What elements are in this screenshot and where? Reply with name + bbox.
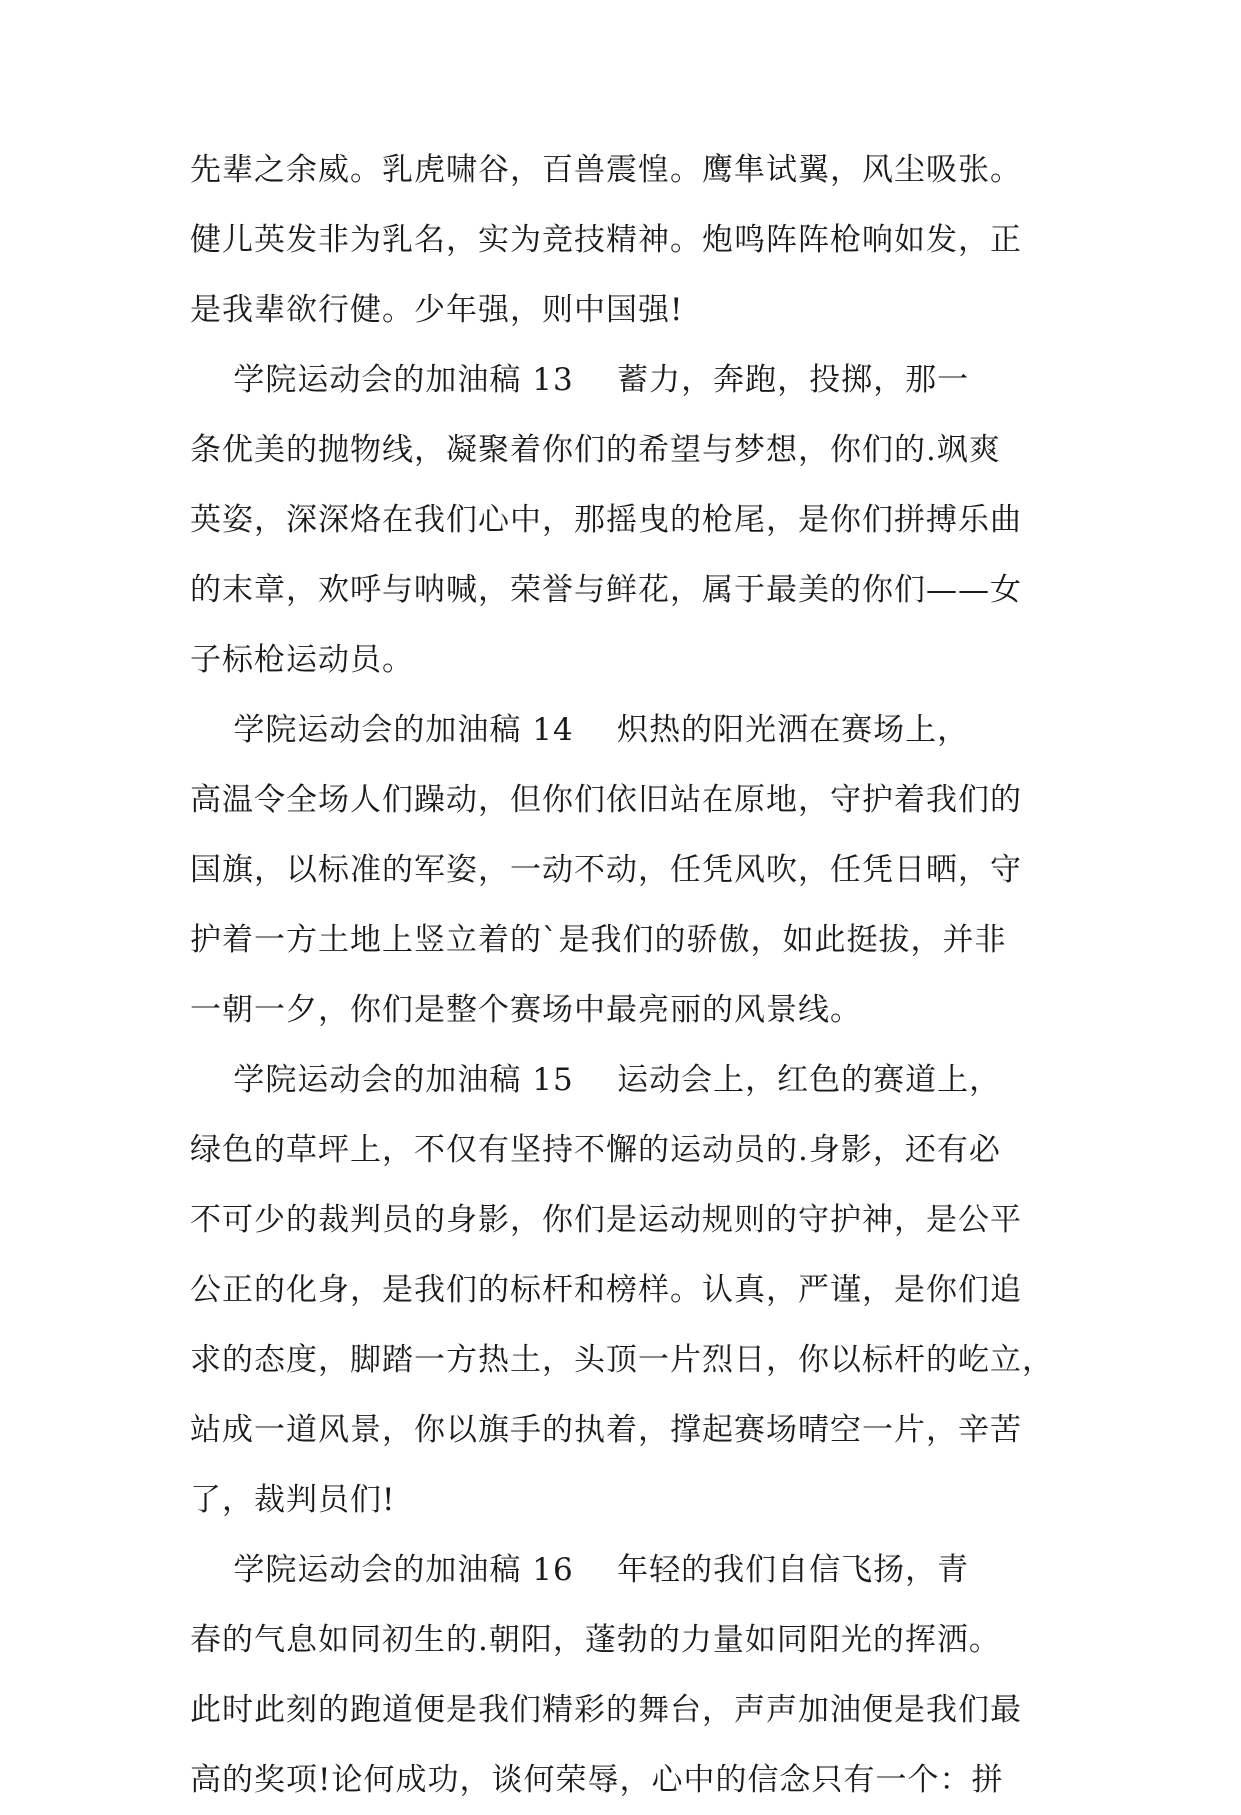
- text-line: 此时此刻的跑道便是我们精彩的舞台，声声加油便是我们最: [190, 1692, 1022, 1728]
- text-line: 护着一方土地上竖立着的`是我们的骄傲，如此挺拔，并非: [190, 922, 1007, 958]
- text-line: 国旗，以标准的军姿，一动不动，任凭风吹，任凭日晒，守: [190, 852, 1022, 888]
- text-line: 绿色的草坪上，不仅有坚持不懈的运动员的.身影，还有必: [190, 1132, 1001, 1168]
- text-line: 是我辈欲行健。少年强，则中国强!: [190, 292, 684, 328]
- text-line: 子标枪运动员。: [190, 642, 414, 678]
- section-heading-line: 学院运动会的加油稿 14 炽热的阳光洒在赛场上，: [190, 712, 970, 748]
- document-body: [190, 135, 1070, 1815]
- text-line: 高温令全场人们躁动，但你们依旧站在原地，守护着我们的: [190, 782, 1022, 818]
- text-line: 先辈之余威。乳虎啸谷，百兽震惶。鹰隼试翼，风尘吸张。: [190, 152, 1022, 188]
- text-line: 高的奖项!论何成功，谈何荣辱，心中的信念只有一个：拼: [190, 1762, 1004, 1798]
- text-line: 春的气息如同初生的.朝阳，蓬勃的力量如同阳光的挥洒。: [190, 1622, 1001, 1658]
- section-heading-line: 学院运动会的加油稿 15 运动会上，红色的赛道上，: [190, 1062, 1002, 1098]
- text-line: 不可少的裁判员的身影，你们是运动规则的守护神，是公平: [190, 1202, 1022, 1238]
- text-line: 了，裁判员们!: [190, 1482, 396, 1518]
- text-line: 公正的化身，是我们的标杆和榜样。认真，严谨，是你们追: [190, 1272, 1022, 1308]
- section-heading-line: 学院运动会的加油稿 13 蓄力，奔跑，投掷，那一: [190, 362, 970, 398]
- text-line: 的末章，欢呼与呐喊，荣誉与鲜花，属于最美的你们——女: [190, 572, 1022, 608]
- text-line: 求的态度，脚踏一方热土，头顶一片烈日，你以标杆的屹立，: [190, 1342, 1054, 1378]
- text-line: 条优美的抛物线，凝聚着你们的希望与梦想，你们的.飒爽: [190, 432, 1001, 468]
- text-line: 英姿，深深烙在我们心中，那摇曳的枪尾，是你们拼搏乐曲: [190, 502, 1022, 538]
- text-line: 站成一道风景，你以旗手的执着，撑起赛场晴空一片，辛苦: [190, 1412, 1022, 1448]
- section-heading-line: 学院运动会的加油稿 16 年轻的我们自信飞扬，青: [190, 1552, 970, 1588]
- text-line: 一朝一夕，你们是整个赛场中最亮丽的风景线。: [190, 992, 862, 1028]
- text-line: 健儿英发非为乳名，实为竞技精神。炮鸣阵阵枪响如发，正: [190, 222, 1022, 258]
